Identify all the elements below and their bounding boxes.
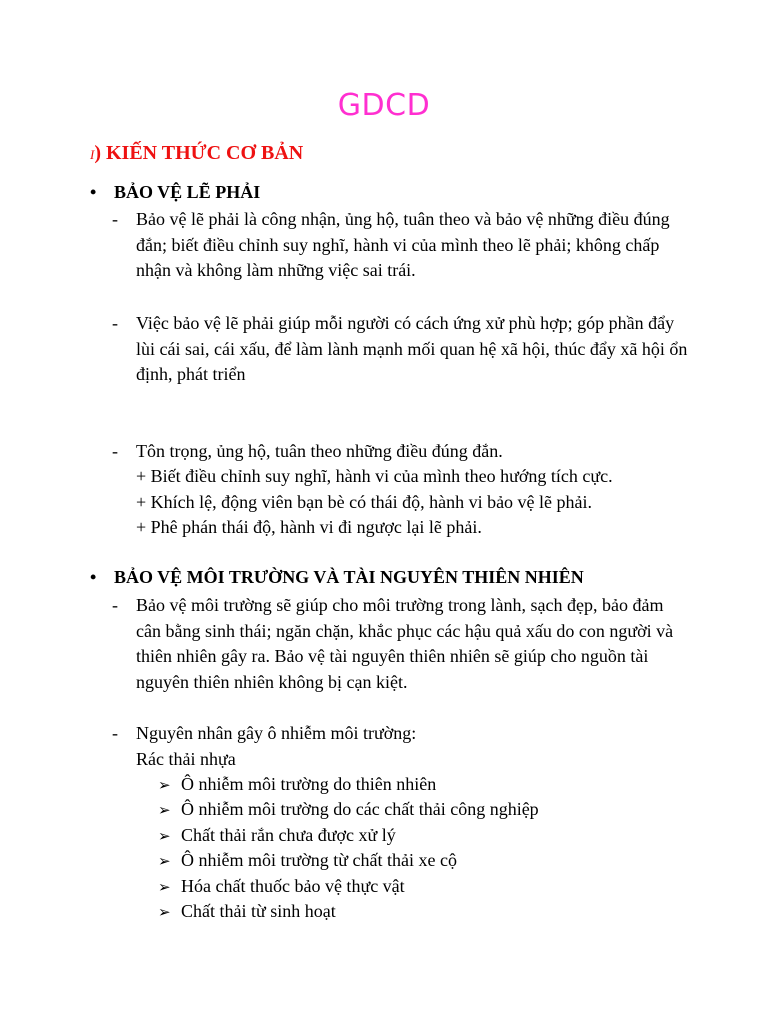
list-item-text: Ô nhiễm môi trường do thiên nhiên <box>181 774 437 794</box>
arrow-list-item <box>158 899 336 927</box>
paragraph <box>112 311 692 388</box>
section-heading <box>90 142 303 165</box>
dash-marker: - <box>112 209 118 229</box>
paragraph <box>112 207 692 284</box>
paragraph <box>112 593 692 695</box>
list-item-text: Ô nhiễm môi trường từ chất thải xe cộ <box>181 850 457 870</box>
list-item-text: Hóa chất thuốc bảo vệ thực vật <box>181 876 405 896</box>
paragraph-text: Tôn trọng, ủng hộ, tuân theo những điều đúng đắn. <box>136 441 503 461</box>
arrow-list-item <box>158 848 457 876</box>
sub-line: + Khích lệ, động viên bạn bè có thái độ, hành vi bảo vệ lẽ phải. <box>136 492 593 512</box>
dash-marker: - <box>112 441 118 461</box>
paragraph-text: Bảo vệ môi trường sẽ giúp cho môi trường trong lành, sạch đẹp, bảo đảm cân bằng sinh thái; ngăn chặn, khắc phục các hậu quả xấu do con người và thiên nhiên gây ra. Bảo vệ tài nguyên thiên nhiên sẽ giúp cho nguồn tài nguyên thiên nhiên không bị cạn kiệt. <box>136 595 674 692</box>
list-item-text: Chất thải rắn chưa được xử lý <box>181 825 396 845</box>
arrow-bullet-icon: ➢ <box>158 778 171 794</box>
arrow-list-item <box>158 874 405 902</box>
topic-heading-bao-ve-moi-truong <box>90 567 584 588</box>
arrow-bullet-icon: ➢ <box>158 905 171 921</box>
bullet-icon: • <box>90 567 97 587</box>
bullet-icon: • <box>90 182 97 202</box>
arrow-bullet-icon: ➢ <box>158 803 171 819</box>
topic-heading-text: BẢO VỆ LẼ PHẢI <box>114 182 261 202</box>
paragraph-text: Nguyên nhân gây ô nhiễm môi trường: <box>136 723 417 743</box>
arrow-list-item <box>158 797 539 825</box>
paragraph-text: Việc bảo vệ lẽ phải giúp mỗi người có cách ứng xử phù hợp; góp phần đẩy lùi cái sai, cái xấu, để làm lành mạnh mối quan hệ xã hội, thúc đẩy xã hội ổn định, phát triển <box>136 313 688 384</box>
dash-marker: - <box>112 313 118 333</box>
arrow-list-item <box>158 823 396 851</box>
arrow-bullet-icon: ➢ <box>158 880 171 896</box>
dash-marker: - <box>112 595 118 615</box>
sub-line: + Biết điều chỉnh suy nghĩ, hành vi của mình theo hướng tích cực. <box>136 466 613 486</box>
sub-line: Rác thải nhựa <box>136 749 236 769</box>
arrow-bullet-icon: ➢ <box>158 829 171 845</box>
paragraph <box>112 439 692 465</box>
section-title: ) KIẾN THỨC CƠ BẢN <box>94 142 304 164</box>
topic-heading-text: BẢO VỆ MÔI TRƯỜNG VÀ TÀI NGUYÊN THIÊN NHIÊN <box>114 567 584 587</box>
arrow-bullet-icon: ➢ <box>158 854 171 870</box>
sub-line: + Phê phán thái độ, hành vi đi ngược lại lẽ phải. <box>136 517 482 537</box>
paragraph <box>112 721 692 747</box>
list-item-text: Ô nhiễm môi trường do các chất thải công nghiệp <box>181 799 539 819</box>
topic-heading-bao-ve-le-phai <box>90 182 260 203</box>
document-title: GDCD <box>337 88 431 123</box>
list-item-text: Chất thải từ sinh hoạt <box>181 901 336 921</box>
section-number: I <box>90 147 95 162</box>
arrow-list-item <box>158 772 436 800</box>
paragraph-text: Bảo vệ lẽ phải là công nhận, ủng hộ, tuân theo và bảo vệ những điều đúng đắn; biết điều chỉnh suy nghĩ, hành vi của mình theo lẽ phải; không chấp nhận và không làm những việc sai trái. <box>136 209 670 280</box>
dash-marker: - <box>112 723 118 743</box>
